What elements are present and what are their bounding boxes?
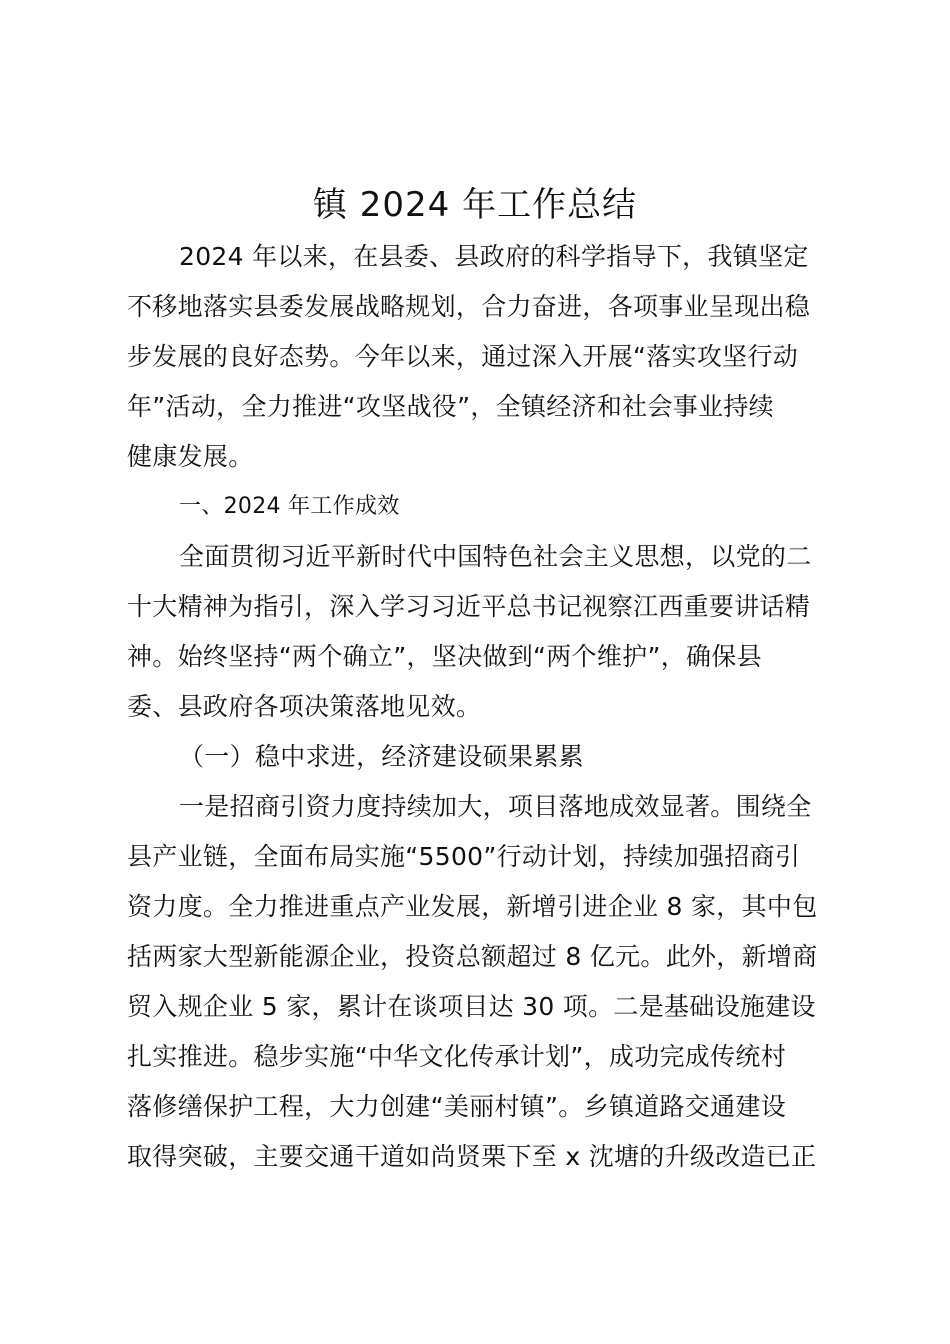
paragraph-2-line: 全面贯彻习近平新时代中国特色社会主义思想，以党的二 [179, 542, 812, 571]
paragraph-3-line: 贸入规企业 5 家，累计在谈项目达 30 项。二是基础设施建设 [127, 992, 816, 1021]
paragraph-3-line: 扎实推进。稳步实施“中华文化传承计划”，成功完成传统村 [127, 1042, 787, 1071]
subsection-heading-1: （一）稳中求进，经济建设硕果累累 [179, 742, 584, 771]
paragraph-1-line: 不移地落实县委发展战略规划，合力奋进，各项事业呈现出稳 [127, 292, 811, 321]
paragraph-3-line: 落修缮保护工程，大力创建“美丽村镇”。乡镇道路交通建设 [127, 1092, 787, 1121]
paragraph-2-line: 委、县政府各项决策落地见效。 [127, 692, 482, 721]
paragraph-1-line: 步发展的良好态势。今年以来，通过深入开展“落实攻坚行动 [127, 342, 799, 371]
document-body [127, 232, 833, 1182]
paragraph-3-line: 取得突破，主要交通干道如尚贤栗下至 x 沈塘的升级改造已正 [127, 1142, 817, 1171]
paragraph-3-line: 资力度。全力推进重点产业发展，新增引进企业 8 家，其中包 [127, 892, 818, 921]
paragraph-3-line: 括两家大型新能源企业，投资总额超过 8 亿元。此外，新增商 [127, 942, 818, 971]
document-title: 镇 2024 年工作总结 [312, 185, 638, 225]
paragraph-3-line: 县产业链，全面布局实施“5500”行动计划，持续加强招商引 [127, 842, 801, 871]
section-heading-1: 一、2024 年工作成效 [179, 494, 400, 519]
paragraph-1-line: 2024 年以来，在县委、县政府的科学指导下，我镇坚定 [179, 242, 809, 271]
paragraph-2-line: 神。始终坚持“两个确立”，坚决做到“两个维护”，确保县 [127, 642, 762, 671]
paragraph-1-line: 健康发展。 [127, 442, 254, 471]
paragraph-1-line: 年”活动，全力推进“攻坚战役”，全镇经济和社会事业持续 [127, 392, 774, 421]
paragraph-2-line: 十大精神为指引，深入学习习近平总书记视察江西重要讲话精 [127, 592, 811, 621]
paragraph-3-line: 一是招商引资力度持续加大，项目落地成效显著。围绕全 [179, 792, 812, 821]
